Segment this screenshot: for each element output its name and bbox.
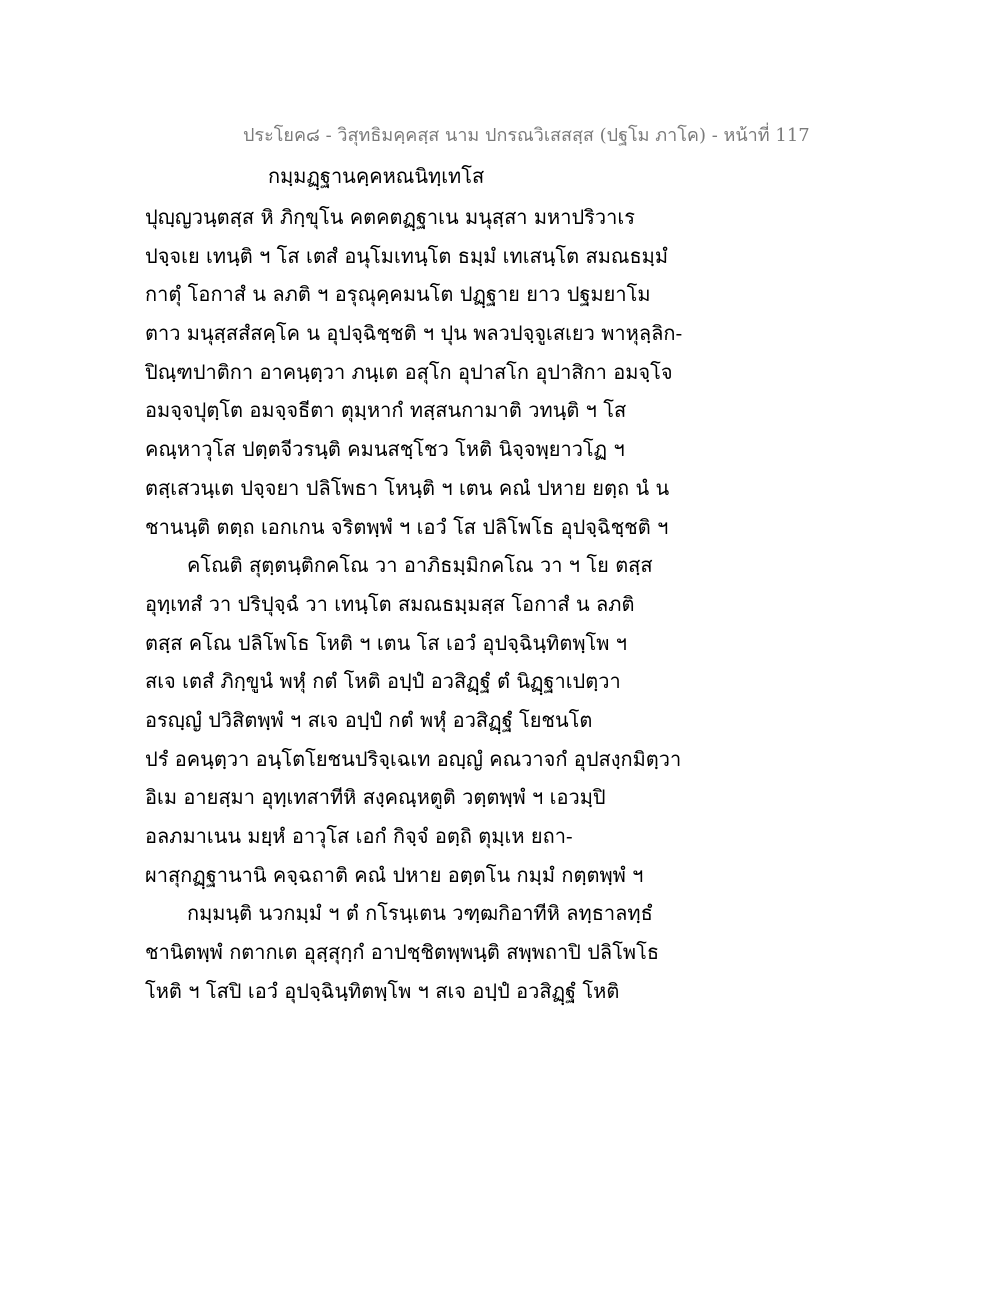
- text-line: อมจฺจปุตฺโต อมจฺจธีตา ตุมฺหากํ ทสฺสนกามาติ วทนฺติ ฯ โส: [145, 398, 627, 423]
- body-text: [145, 198, 865, 1010]
- text-line: ปรํ อคนฺตฺวา อนฺโตโยชนปริจฺเฉเท อญฺญํ คณวาจกํ อุปสงฺกมิตฺวา: [145, 746, 682, 771]
- text-line: ชานิตพฺพํ กตากเต อุสฺสุกฺกํ อาปชฺชิตพฺพนฺติ สพฺพถาปิ ปลิโพโธ: [145, 940, 660, 965]
- paragraph-start-line: คโณติ สุตฺตนฺติกคโณ วา อาภิธมฺมิกคโณ วา ฯ โย ตสฺส: [187, 553, 653, 578]
- text-line: คณฺหาวุโส ปตฺตจีวรนฺติ คมนสชฺโชว โหติ นิจฺจพฺยาวโฏ ฯ: [145, 437, 625, 462]
- text-line: ตสฺเสวนฺเต ปจฺจยา ปลิโพธา โหนฺติ ฯ เตน คณํ ปหาย ยตฺถ นํ น: [145, 475, 670, 500]
- text-line: ปิณฺฑปาติกา อาคนฺตฺวา ภนฺเต อสุโก อุปาสโก อุปาสิกา อมจฺโจ: [145, 359, 673, 384]
- text-line: กาตุํ โอกาสํ น ลภติ ฯ อรุณุคฺคมนโต ปฏฺฐาย ยาว ปฐมยาโม: [145, 282, 651, 307]
- running-header: ประโยค๘ - วิสุทธิมคฺคสฺส นาม ปกรณวิเสสสฺส (ปฐโม ภาโค) - หน้าที่ 117: [243, 125, 810, 146]
- text-line: อรญฺญํ ปวิสิตพฺพํ ฯ สเจ อปฺปํ กตํ พหุํ อวสิฏฺฐํ โยชนโต: [145, 707, 593, 732]
- text-line: อลภมาเนน มยฺหํ อาวุโส เอกํ กิจฺจํ อตฺถิ ตุมฺเห ยถา-: [145, 824, 573, 848]
- text-line: ปุญฺญวนฺตสฺส หิ ภิกฺขุโน คตคตฏฺฐาเน มนุสฺสา มหาปริวาเร: [145, 205, 635, 229]
- text-line: สเจ เตสํ ภิกฺขูนํ พหุํ กตํ โหติ อปฺปํ อวสิฏฺฐํ ตํ นิฏฺฐาเปตฺวา: [145, 669, 621, 694]
- text-line: ตสฺส คโณ ปลิโพโธ โหติ ฯ เตน โส เอวํ อุปจฺฉินฺทิตพฺโพ ฯ: [145, 630, 628, 655]
- text-line: ชานนฺติ ตตฺถ เอกเกน จริตพฺพํ ฯ เอวํ โส ปลิโพโธ อุปจฺฉิชฺชติ ฯ: [145, 514, 669, 539]
- section-title: กมฺมฏฺฐานคฺคหณนิทฺเทโส: [268, 164, 485, 188]
- text-line: ผาสุกฏฺฐานานิ คจฺฉถาติ คณํ ปหาย อตฺตโน กมฺมํ กตฺตพฺพํ ฯ: [145, 862, 644, 887]
- text-line: โหติ ฯ โสปิ เอวํ อุปจฺฉินฺทิตพฺโพ ฯ สเจ อปฺปํ อวสิฏฺฐํ โหติ: [145, 978, 620, 1003]
- text-line: อุทฺเทสํ วา ปริปุจฺฉํ วา เทนฺโต สมณธมฺมสฺส โอกาสํ น ลภติ: [145, 591, 635, 616]
- paragraph-start-line: กมฺมนฺติ นวกมฺมํ ฯ ตํ กโรนฺเตน วฑฺฒกิอาทีหิ ลทฺธาลทฺธํ: [187, 901, 653, 926]
- text-line: อิเม อายสฺมา อุทฺเทสาทีหิ สงฺคณฺหตูติ วตฺตพฺพํ ฯ เอวมฺปิ: [145, 785, 606, 810]
- text-line: ตาว มนุสฺสสํสคฺโค น อุปจฺฉิชฺชติ ฯ ปุน พลวปจฺจูเสเยว พาหุลฺลิก-: [145, 321, 683, 346]
- text-line: ปจฺจเย เทนฺติ ฯ โส เตสํ อนุโมเทนฺโต ธมฺมํ เทเสนฺโต สมณธมฺมํ: [145, 243, 669, 268]
